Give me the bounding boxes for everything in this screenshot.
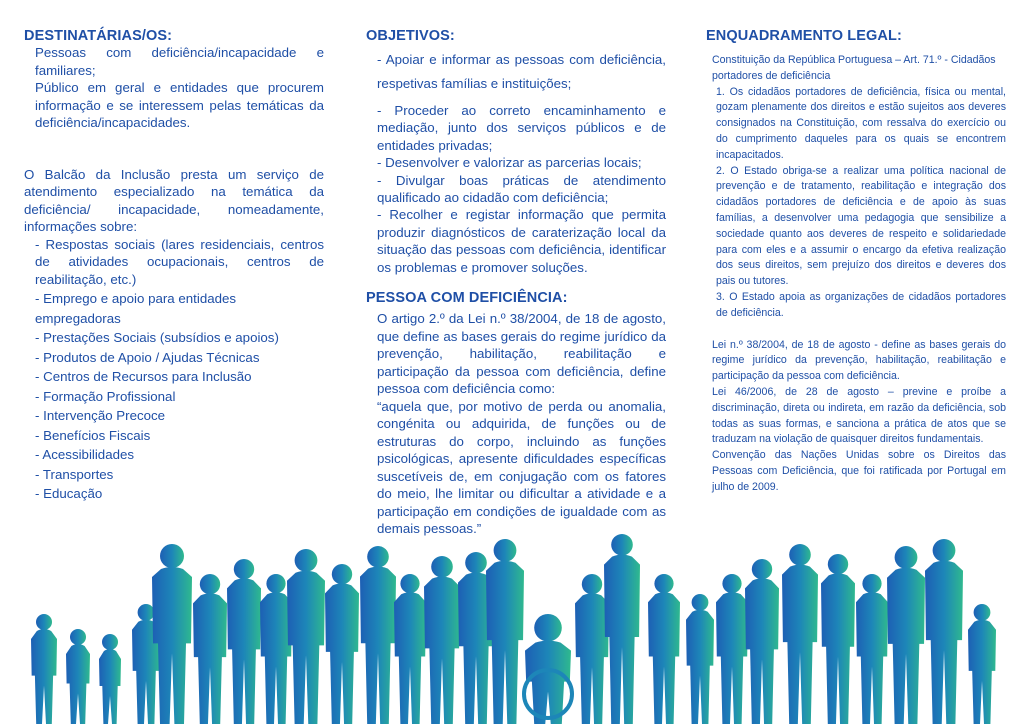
list-item: - Intervenção Precoce xyxy=(35,408,166,423)
audience-line-2: Público em geral e entidades que procurem informação e se interessem pelas temáticas da deficiência/incapacidades. xyxy=(35,80,324,130)
person-head xyxy=(234,559,254,579)
person-head xyxy=(160,544,184,568)
list-item: - Produtos de Apoio / Ajudas Técnicas xyxy=(35,349,260,365)
person-head xyxy=(752,559,772,579)
person-head xyxy=(534,614,562,642)
person-body xyxy=(782,565,818,724)
list-item: - Desenvolver e valorizar as parcerias locais; xyxy=(377,155,642,171)
person-body xyxy=(856,592,888,724)
person-body xyxy=(424,577,460,724)
legal-heading: ENQUADRAMENTO LEGAL: xyxy=(706,28,902,44)
person-body xyxy=(686,610,714,724)
person-body xyxy=(716,592,748,724)
person-body xyxy=(887,568,925,724)
person-head xyxy=(582,574,602,594)
definition-heading: PESSOA COM DEFICIÊNCIA: xyxy=(366,290,568,307)
person-head xyxy=(494,539,517,562)
law-38-2004: Lei n.º 38/2004, de 18 de agosto - define as bases gerais do regime jurídico da prevenção, habilitação, reabilitação e participação da pessoa com deficiência. xyxy=(712,338,1006,383)
definition-text: O artigo 2.º da Lei n.º 38/2004, de 18 de agosto, que define as bases gerais do regime jurídico da prevenção, habilitação, reabilitação e participação da pessoa com deficiência, define pessoa com deficiência como: xyxy=(377,311,666,397)
person-body xyxy=(745,578,779,724)
person-body xyxy=(648,592,680,724)
person-head xyxy=(400,574,419,593)
person-head xyxy=(367,546,389,568)
list-item: - Emprego e apoio para entidades empregadoras xyxy=(35,291,237,326)
person-body xyxy=(968,620,996,724)
person-body xyxy=(325,583,359,724)
person-head xyxy=(70,629,86,645)
person-body xyxy=(604,555,640,724)
person-body xyxy=(394,592,426,724)
definition-quote: “aquela que, por motivo de perda ou anomalia, congénita ou adquirida, de funções ou de estruturas do corpo, incluindo as funções psicológicas, apresente dificuldades específicas suscetíveis de, em conjugação com os fatores do meio, lhe limitar ou dificultar a atividade e a participação em condições de igualdade com as demais pessoas.” xyxy=(377,398,666,537)
person-head xyxy=(611,534,633,556)
person-head xyxy=(102,634,118,650)
person-body xyxy=(99,649,121,724)
person-body xyxy=(925,561,963,724)
list-item: - Formação Profissional xyxy=(35,388,176,404)
list-item: 2. O Estado obriga-se a realizar uma política nacional de prevenção e de tratamento, reabilitação e integração dos cidadãos portadores de deficiência e de apoio às suas famílias, a desenvolver uma pedagogia que sensibilize a sociedade quanto aos deveres de respeito e solidariedade para com eles e a assumir o encargo da efetiva realização dos seus direitos, sem prejuízo dos direitos e deveres dos pais ou tutores. xyxy=(716,164,1006,288)
list-item: - Centros de Recursos para Inclusão xyxy=(35,369,252,384)
constitution-articles xyxy=(706,85,1006,322)
services-list xyxy=(24,236,324,504)
person-head xyxy=(200,574,220,594)
person-head xyxy=(828,554,848,574)
person-head xyxy=(36,614,52,630)
un-convention: Convenção das Nações Unidas sobre os Direitos das Pessoas com Deficiência, que foi ratificada por Portugal em julho de 2009. xyxy=(712,449,1006,493)
audience-heading: DESTINATÁRIAS/OS: xyxy=(24,28,173,44)
column-legal xyxy=(706,28,1006,496)
column-audience xyxy=(24,28,324,504)
people-group xyxy=(31,534,996,724)
list-item: - Recolher e registar informação que permita produzir diagnósticos de caraterização local da situação das pessoas com deficiência, identificar os problemas e promover soluções. xyxy=(377,207,666,275)
constitution-title: Constituição da República Portuguesa – Art. 71.º - Cidadãos portadores de deficiência xyxy=(712,54,996,82)
list-item: - Transportes xyxy=(35,466,114,482)
law-46-2006: Lei 46/2006, de 28 de agosto – previne e proíbe a discriminação, direta ou indireta, em razão da deficiência, sob todas as suas formas, e sanciona a prática de atos que se traduzam na violação de quaisquer direitos fundamentais. xyxy=(712,385,1006,446)
person-head xyxy=(974,604,991,621)
list-item: - Apoiar e informar as pessoas com deficiência, respetivas famílias e instituições; xyxy=(377,52,666,91)
person-head xyxy=(722,574,741,593)
audience-line-1: Pessoas com deficiência/incapacidade e familiares; xyxy=(35,45,324,78)
person-head xyxy=(332,564,352,584)
person-head xyxy=(465,552,487,574)
list-item: 1. Os cidadãos portadores de deficiência, física ou mental, gozam plenamente dos direitos e estão sujeitos aos deveres consignados na Constituição, com ressalva do exercício ou do cumprimento daqueles para os quais se encontrem incapacitados. xyxy=(716,85,1006,161)
list-item: - Proceder ao correto encaminhamento e mediação, junto dos serviços públicos e de entidades privadas; xyxy=(377,103,666,153)
person-body xyxy=(31,629,57,724)
objectives-heading: OBJETIVOS: xyxy=(366,28,455,44)
person-head xyxy=(266,574,285,593)
person-head xyxy=(654,574,673,593)
person-head xyxy=(789,544,811,566)
list-item: - Educação xyxy=(35,486,103,501)
person-body xyxy=(66,644,90,724)
list-item: - Prestações Sociais (subsídios e apoios) xyxy=(35,330,279,345)
person-head xyxy=(862,574,881,593)
person-body xyxy=(360,567,396,724)
people-silhouettes xyxy=(0,514,1024,724)
person-body xyxy=(575,593,609,724)
person-body xyxy=(260,592,292,724)
person-body xyxy=(821,573,855,724)
service-intro: O Balcão da Inclusão presta um serviço de atendimento especializado na temática da deficiência/ incapacidade, nomeadamente, informações sobre: xyxy=(24,166,324,234)
person-head xyxy=(692,594,709,611)
person-head xyxy=(138,604,155,621)
person-head xyxy=(295,549,318,572)
column-objectives xyxy=(366,28,666,538)
person-body xyxy=(227,578,261,724)
list-item: - Divulgar boas práticas de atendimento qualificado ao cidadão com deficiência; xyxy=(377,172,666,206)
person-head xyxy=(895,546,918,569)
list-item: 3. O Estado apoia as organizações de cidadãos portadores de deficiência. xyxy=(716,290,1006,319)
person-body xyxy=(193,593,227,724)
list-item: - Benefícios Fiscais xyxy=(35,427,151,443)
objectives-list xyxy=(366,48,666,276)
person-body xyxy=(287,571,325,724)
list-item: - Respostas sociais (lares residenciais, centros de atividades ocupacionais, centros de reabilitação, etc.) xyxy=(35,236,324,287)
list-item: - Acessibilidades xyxy=(35,447,135,462)
person-head xyxy=(933,539,956,562)
person-head xyxy=(431,556,453,578)
